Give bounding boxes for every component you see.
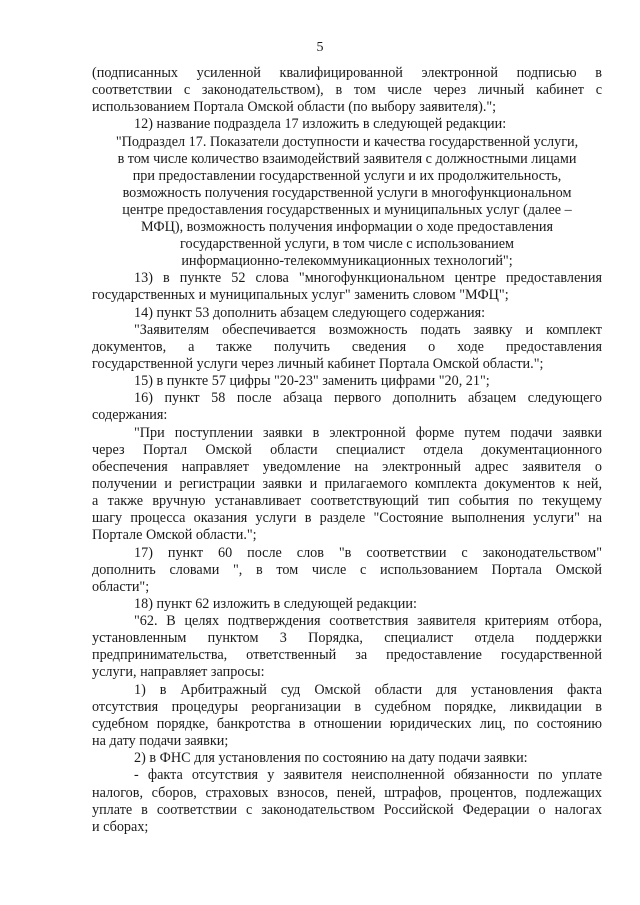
text-line: центре предоставления государственных и муниципальных услуг (далее –	[122, 202, 572, 218]
text-line: информационно-телекоммуникационных технологий";	[181, 253, 513, 269]
text-line: установленным пунктом 3 Порядка, специалист отдела поддержки	[92, 630, 602, 646]
text-line: документов, а также получить сведения о ходе предоставления	[92, 339, 602, 355]
text-line: при предоставлении государственной услуги и их продолжительность,	[132, 168, 562, 184]
text-line: обеспечения направляет уведомление на электронный адрес заявителя о	[92, 459, 602, 475]
text-line: 15) в пункте 57 цифры "20-23" заменить цифрами "20, 21";	[134, 373, 490, 389]
text-line: использованием Портала Омской области (по выбору заявителя).";	[92, 99, 497, 115]
text-line: государственных и муниципальных услуг" заменить словом "МФЦ";	[92, 287, 509, 303]
text-line: соответствии с законодательством), в том числе через личный кабинет с	[92, 82, 602, 98]
text-line: Портале Омской области.";	[92, 527, 257, 543]
text-line: налогов, сборов, страховых взносов, пеней, штрафов, процентов, подлежащих	[92, 785, 602, 801]
text-line: - факта отсутствия у заявителя неисполненной обязанности по уплате	[134, 767, 602, 783]
text-line: уплате в соответствии с законодательством Российской Федерации о налогах	[92, 802, 602, 818]
text-line: 14) пункт 53 дополнить абзацем следующего содержания:	[134, 305, 486, 321]
text-line: 17) пункт 60 после слов "в соответствии с законодательством"	[134, 545, 602, 561]
text-line: "Подраздел 17. Показатели доступности и качества государственной услуги,	[115, 134, 579, 150]
text-line: 16) пункт 58 после абзаца первого дополнить абзацем следующего	[134, 390, 602, 406]
page-number: 5	[316, 40, 324, 55]
text-line: возможность получения государственной услуги в многофункциональном	[122, 185, 572, 201]
text-line: содержания:	[92, 407, 168, 423]
text-line: на дату подачи заявки;	[92, 733, 229, 749]
text-line: в том числе количество взаимодействий заявителя с должностными лицами	[117, 151, 577, 167]
text-line: судебном порядке, банкротства в отношении юридических лиц, по состоянию	[92, 716, 602, 732]
text-line: 1) в Арбитражный суд Омской области для установления факта	[134, 682, 602, 698]
text-line: получении и регистрации заявки и прилагаемого комплекта документов к ней,	[92, 476, 602, 492]
text-line: (подписанных усиленной квалифицированной электронной подписью в	[92, 65, 602, 81]
text-line: предпринимательства, ответственный за предоставление государственной	[92, 647, 602, 663]
text-line: области";	[92, 579, 150, 595]
text-line: отсутствия процедуры реорганизации в судебном порядке, ликвидации в	[92, 699, 602, 715]
text-line: шагу процесса оказания услуги в разделе "Состояние выполнения услуги" на	[92, 510, 602, 526]
text-line: 2) в ФНС для установления по состоянию на дату подачи заявки:	[134, 750, 528, 766]
text-line: дополнить словами ", в том числе с использованием Портала Омской	[92, 562, 602, 578]
text-line: государственной услуги, в том числе с использованием	[180, 236, 514, 252]
text-line: а также вручную устанавливает соответствующий тип события по текущему	[92, 493, 602, 509]
text-line: "62. В целях подтверждения соответствия заявителя критериям отбора,	[134, 613, 602, 629]
text-line: через Портал Омской области специалист отдела документационного	[92, 442, 602, 458]
text-line: и сборах;	[92, 819, 149, 835]
text-line: МФЦ), возможность получения информации о ходе предоставления	[140, 219, 554, 235]
text-line: 18) пункт 62 изложить в следующей редакции:	[134, 596, 417, 612]
text-line: "При поступлении заявки в электронной форме путем подачи заявки	[134, 425, 602, 441]
text-line: государственной услуги через личный кабинет Портала Омской области.";	[92, 356, 544, 372]
text-line: 12) название подраздела 17 изложить в следующей редакции:	[134, 116, 507, 132]
text-line: "Заявителям обеспечивается возможность подать заявку и комплект	[134, 322, 602, 338]
text-line: 13) в пункте 52 слова "многофункциональном центре предоставления	[134, 270, 602, 286]
text-line: услуги, направляет запросы:	[92, 664, 265, 680]
